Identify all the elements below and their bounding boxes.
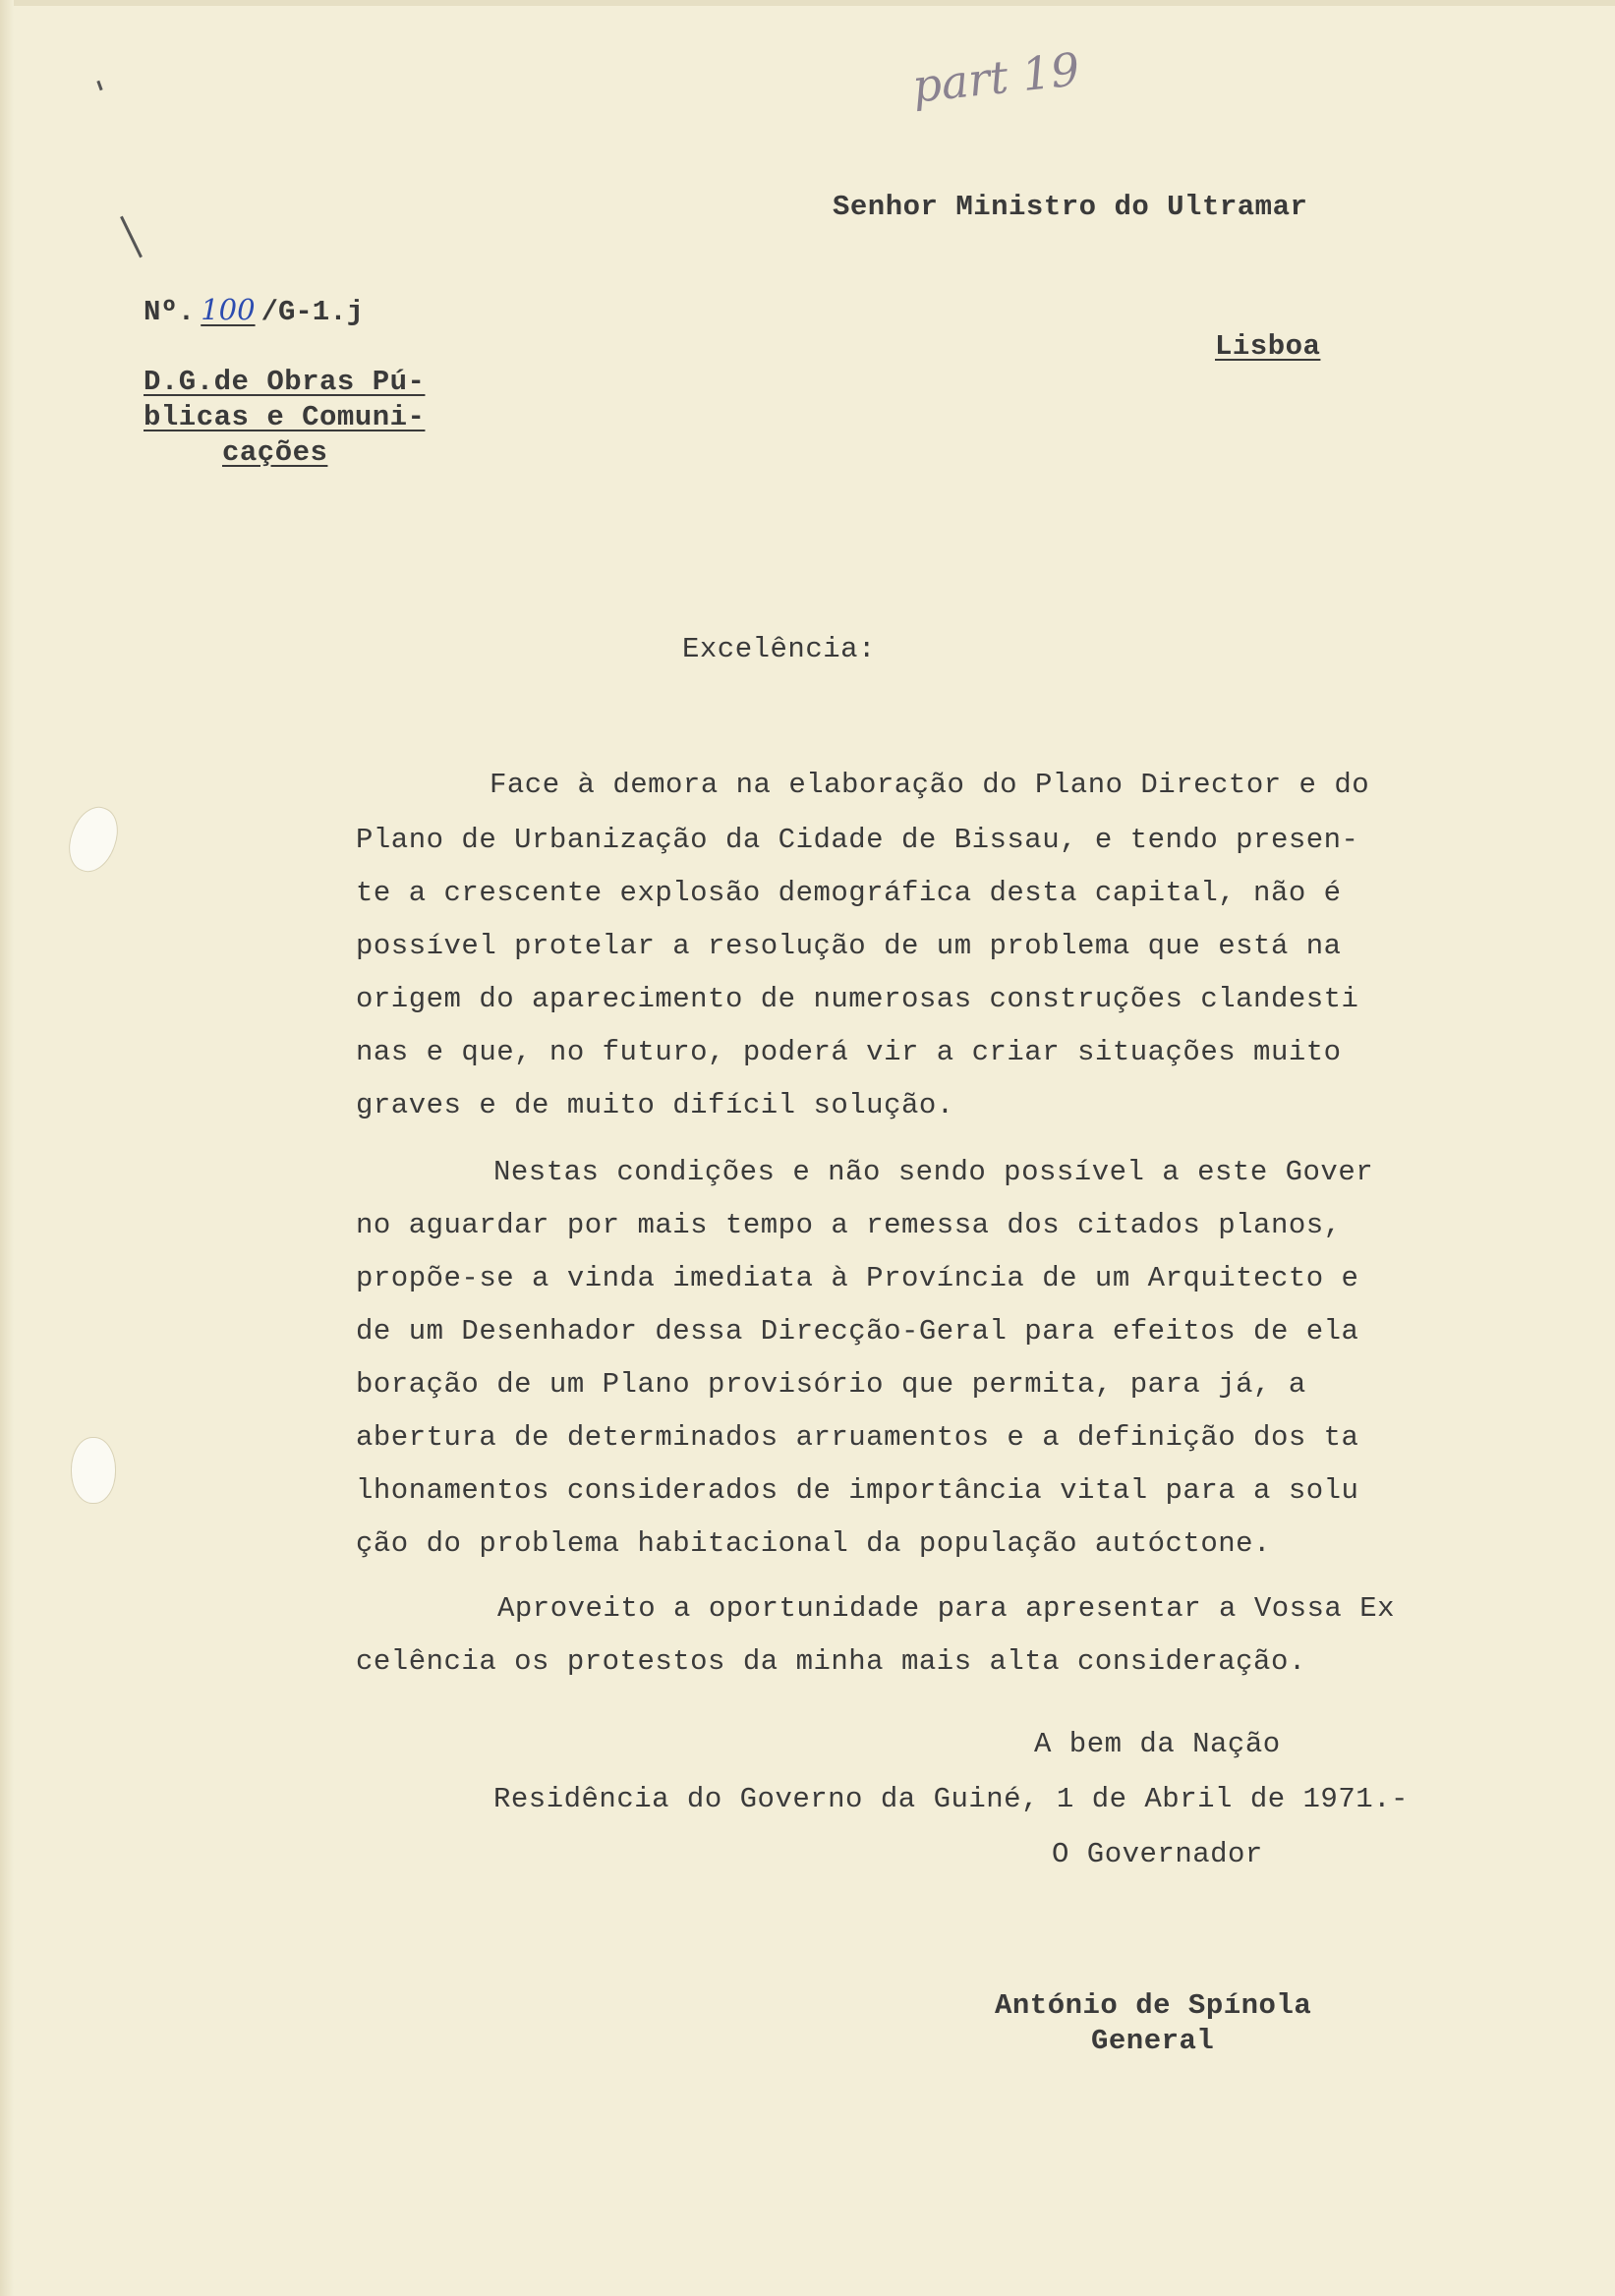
- body-line: Plano de Urbanização da Cidade de Bissau, e tendo presen-: [356, 824, 1359, 856]
- closing-place-date: Residência do Governo da Guiné, 1 de Abril de 1971.-: [493, 1783, 1409, 1815]
- stray-mark: [120, 216, 143, 258]
- body-line: te a crescente explosão demográfica desta capital, não é: [356, 877, 1342, 909]
- reference-handwritten-number: 100: [201, 293, 256, 326]
- body-line: celência os protestos da minha mais alta consideração.: [356, 1645, 1306, 1678]
- punch-hole: [61, 800, 126, 879]
- body-line: boração de um Plano provisório que permita, para já, a: [356, 1368, 1306, 1401]
- page-edge: [0, 0, 14, 2296]
- punch-hole: [71, 1437, 116, 1504]
- reference-prefix: Nº.: [144, 296, 196, 328]
- department-line: blicas e Comuni-: [144, 401, 426, 433]
- handwritten-annotation: part 19: [909, 42, 1082, 113]
- body-line: propõe-se a vinda imediata à Província de um Arquitecto e: [356, 1262, 1359, 1294]
- body-line: Face à demora na elaboração do Plano Director e do: [490, 769, 1370, 801]
- closing-role: O Governador: [1052, 1838, 1263, 1870]
- salutation: Excelência:: [682, 633, 876, 665]
- body-line: origem do aparecimento de numerosas construções clandesti: [356, 983, 1359, 1015]
- signer-title: General: [1091, 2025, 1215, 2057]
- department-line: cações: [222, 436, 328, 469]
- body-line: Nestas condições e não sendo possível a este Gover: [493, 1156, 1374, 1188]
- body-line: graves e de muito difícil solução.: [356, 1089, 954, 1121]
- addressee: Senhor Ministro do Ultramar: [833, 191, 1308, 223]
- page-edge: [0, 0, 1615, 6]
- signer-name: António de Spínola: [995, 1989, 1312, 2022]
- reference-suffix: /G-1.j: [260, 296, 364, 328]
- body-line: Aproveito a oportunidade para apresentar a Vossa Ex: [497, 1592, 1396, 1625]
- city: Lisboa: [1215, 330, 1321, 363]
- reference-number: [144, 293, 364, 328]
- department-line: D.G.de Obras Pú-: [144, 366, 426, 398]
- body-line: nas e que, no futuro, poderá vir a criar situações muito: [356, 1036, 1342, 1068]
- body-line: possível protelar a resolução de um problema que está na: [356, 930, 1342, 962]
- body-line: no aguardar por mais tempo a remessa dos citados planos,: [356, 1209, 1342, 1241]
- body-line: abertura de determinados arruamentos e a definição dos ta: [356, 1421, 1359, 1454]
- closing-motto: A bem da Nação: [1034, 1728, 1281, 1760]
- body-line: de um Desenhador dessa Direcção-Geral para efeitos de ela: [356, 1315, 1359, 1348]
- stray-mark: [96, 81, 102, 90]
- body-line: ção do problema habitacional da população autóctone.: [356, 1527, 1271, 1560]
- body-line: lhonamentos considerados de importância vital para a solu: [356, 1474, 1359, 1507]
